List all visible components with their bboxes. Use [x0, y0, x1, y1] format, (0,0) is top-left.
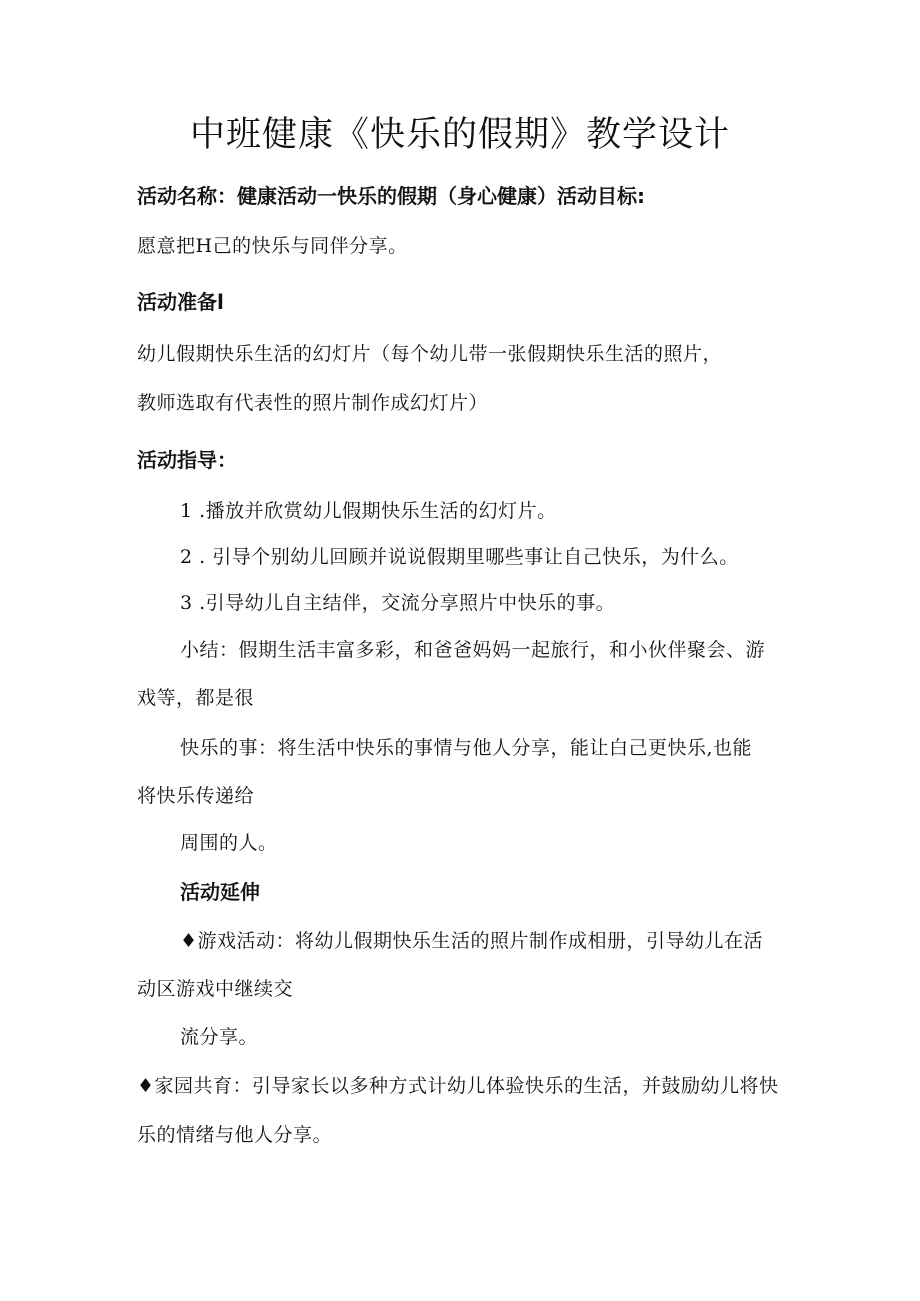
extension-game-line-2: 动区游戏中继续交 — [137, 978, 294, 1000]
extension-home-line-2: 乐的情绪与他人分享。 — [137, 1124, 333, 1146]
summary-line-2: 戏等，都是很 — [137, 687, 255, 709]
extension-game-line-1: ♦游戏活动：将幼儿假期快乐生活的照片制作成相册，引导幼儿在活 — [180, 930, 764, 952]
step-2: 2 . 引导个别幼儿回顾并说说假期里哪些事让自己快乐，为什么。 — [180, 546, 739, 568]
summary-line-1: 小结：假期生活丰富多彩，和爸爸妈妈一起旅行，和小伙伴聚会、游 — [180, 639, 766, 661]
guide-heading: 活动指导： — [137, 448, 237, 472]
activity-name-line: 活动名称：健康活动一快乐的假期（身心健康）活动目标: — [137, 184, 645, 208]
step-1: 1 .播放并欣赏幼儿假期快乐生活的幻灯片。 — [180, 500, 557, 522]
extension-heading: 活动延伸 — [180, 880, 260, 904]
summary-line-3: 快乐的事：将生活中快乐的事情与他人分享，能让白己更快乐,也能 — [180, 737, 753, 759]
extension-home-line-1: ♦家园共育：引导家长以多种方式计幼儿体验快乐的生活，并鼓励幼儿将快 — [137, 1075, 779, 1097]
summary-line-5: 周围的人。 — [180, 832, 278, 854]
summary-line-4: 将快乐传递给 — [137, 785, 255, 807]
step-3: 3 .引导幼儿自主结伴，交流分享照片中快乐的事。 — [180, 592, 616, 614]
extension-game-line-3: 流分享。 — [180, 1026, 259, 1048]
prep-heading: 活动准备l — [137, 290, 224, 314]
document-title: 中班健康《快乐的假期》教学设计 — [189, 115, 730, 155]
goal-text: 愿意把H己的快乐与同伴分享。 — [137, 235, 408, 257]
prep-line-1: 幼儿假期快乐生活的幻灯片（每个幼儿带一张假期快乐生活的照片， — [137, 343, 723, 365]
prep-line-2: 教师选取有代表性的照片制作成幻灯片） — [137, 392, 489, 414]
